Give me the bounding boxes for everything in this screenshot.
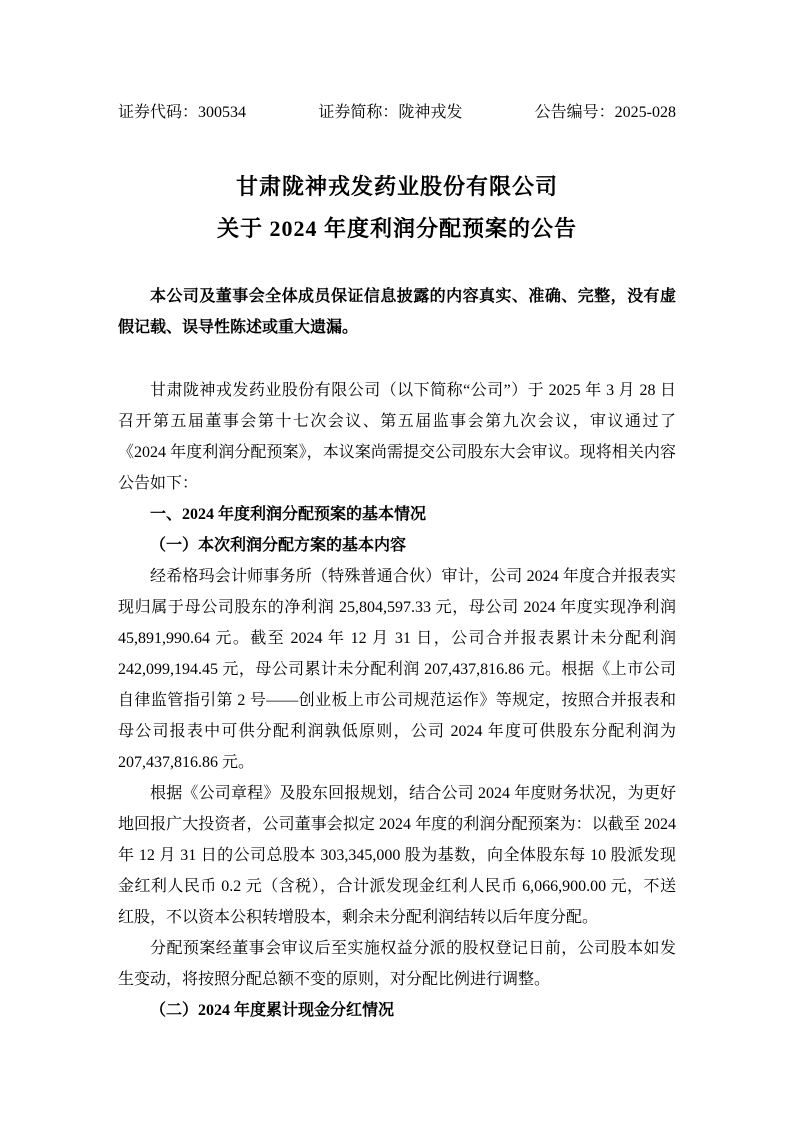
audit-result-paragraph: 经希格玛会计师事务所（特殊普通合伙）审计，公司 2024 年度合并报表实现归属于母公司股东的净利润 25,804,597.33 元，母公司 2024 年度实现净利润 45,891,990.64 元。截至 2024 年 12 月 31 日，公司合并报表累计未分配利润 242,099,194.45 元，母公司累计未分配利润 207,437,816.86 元。根据《上市公司自律监管指引第 2 号——创业板上市公司规范运作》等规定，按照合并报表和母公司报表中可供分配利润孰低原则，公司 2024 年度可供股东分配利润为 207,437,816.86 元。 xyxy=(118,568,676,771)
company-name-title: 甘肃陇神戎发药业股份有限公司 xyxy=(235,174,558,199)
document-header-row xyxy=(118,103,676,123)
distribution-plan-paragraph: 根据《公司章程》及股东回报规划，结合公司 2024 年度财务状况，为更好地回报广大投资者，公司董事会拟定 2024 年度的利润分配预案为：以截至 2024 年 12 月 31 日的公司总股本 303,345,000 股为基数，向全体股东每 10 股派发现金红利人民币 0.2 元（含税），合计派发现金红利人民币 6,066,900.00 元，不送红股，不以资本公积转增股本，剩余未分配利润结转以后年度分配。 xyxy=(118,785,676,926)
intro-paragraph: 甘肃陇神戎发药业股份有限公司（以下简称“公司”）于 2025 年 3 月 28 日召开第五届董事会第十七次会议、第五届监事会第九次会议，审议通过了《2024 年度利润分配预案》，本议案尚需提交公司股东大会审议。现将相关内容公告如下： xyxy=(118,382,676,492)
announcement-title: 关于 2024 年度利润分配预案的公告 xyxy=(216,216,577,241)
adjustment-paragraph: 分配预案经董事会审议后至实施权益分派的股权登记日前，公司股本如发生变动，将按照分配总额不变的原则，对分配比例进行调整。 xyxy=(118,940,676,988)
stock-abbreviation: 证券简称：陇神戎发 xyxy=(318,104,463,121)
stock-code: 证券代码：300534 xyxy=(118,104,247,121)
subsection-heading-1-1: （一）本次利润分配方案的基本内容 xyxy=(150,537,407,554)
disclaimer-statement: 本公司及董事会全体成员保证信息披露的内容真实、准确、完整，没有虚假记载、误导性陈述或重大遗漏。 xyxy=(118,288,676,336)
section-heading-1: 一、2024 年度利润分配预案的基本情况 xyxy=(150,506,427,523)
subsection-heading-1-2: （二）2024 年度累计现金分红情况 xyxy=(150,1002,395,1019)
announcement-number: 公告编号：2025-028 xyxy=(534,104,676,121)
document-body xyxy=(118,375,676,1026)
